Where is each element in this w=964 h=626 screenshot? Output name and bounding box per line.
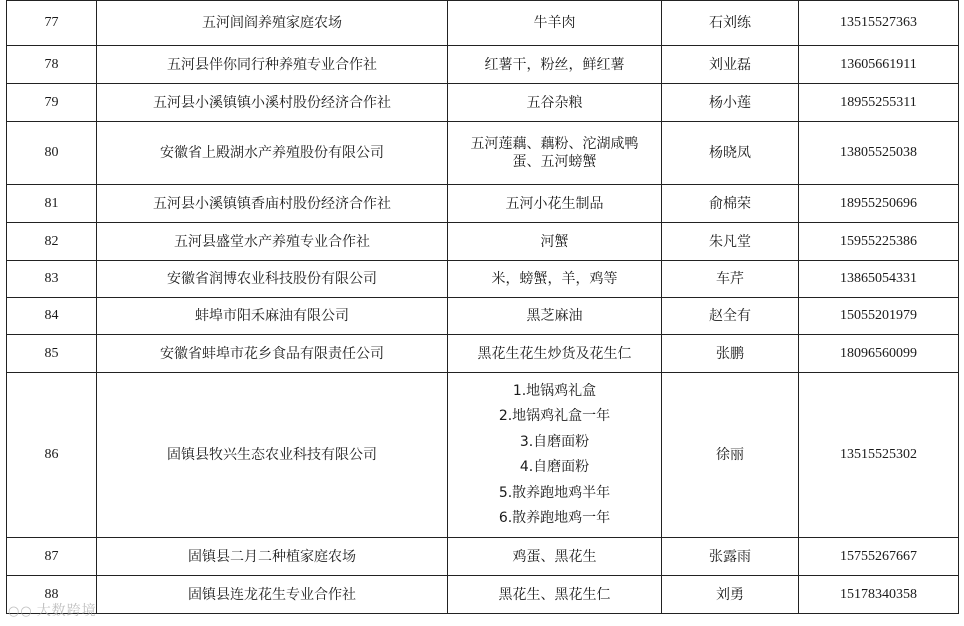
product-line: 6.散养跑地鸡一年 bbox=[498, 510, 611, 526]
phone-number-cell: 15055201979 bbox=[799, 298, 959, 335]
phone-number-cell: 13605661911 bbox=[799, 46, 959, 84]
phone-number-cell: 18955250696 bbox=[799, 185, 959, 223]
contact-name-cell: 车芹 bbox=[662, 261, 799, 298]
product-line: 五河莲藕、藕粉、沱湖咸鸭 bbox=[470, 136, 639, 152]
product-cell bbox=[448, 373, 662, 538]
phone-number-cell: 15178340358 bbox=[799, 576, 959, 614]
phone-number-cell: 18096560099 bbox=[799, 335, 959, 373]
row-number-cell: 86 bbox=[7, 373, 97, 538]
table-row bbox=[7, 373, 959, 538]
company-name-cell: 安徽省蚌埠市花乡食品有限责任公司 bbox=[97, 335, 448, 373]
company-name-cell: 固镇县牧兴生态农业科技有限公司 bbox=[97, 373, 448, 538]
product-line: 3.自磨面粉 bbox=[519, 433, 590, 450]
table-row bbox=[7, 185, 959, 223]
phone-number-cell: 15755267667 bbox=[799, 538, 959, 576]
supplier-table bbox=[6, 0, 959, 614]
contact-name-cell: 赵全有 bbox=[662, 298, 799, 335]
phone-number-cell: 18955255311 bbox=[799, 84, 959, 122]
contact-name-cell: 杨小莲 bbox=[662, 84, 799, 122]
contact-name-cell: 朱凡堂 bbox=[662, 223, 799, 261]
row-number-cell: 79 bbox=[7, 84, 97, 122]
product-line: 蛋、五河螃蟹 bbox=[512, 154, 597, 170]
contact-name-cell: 俞棉荣 bbox=[662, 185, 799, 223]
company-name-cell: 五河县小溪镇镇香庙村股份经济合作社 bbox=[97, 185, 448, 223]
phone-number-cell: 13515527363 bbox=[799, 1, 959, 46]
company-name-cell: 五河县盛堂水产养殖专业合作社 bbox=[97, 223, 448, 261]
table-row bbox=[7, 538, 959, 576]
table-row bbox=[7, 261, 959, 298]
row-number-cell: 78 bbox=[7, 46, 97, 84]
product-cell bbox=[448, 185, 662, 223]
company-name-cell: 固镇县二月二种植家庭农场 bbox=[97, 538, 448, 576]
product-line: 5.散养跑地鸡半年 bbox=[498, 484, 611, 501]
table-row bbox=[7, 298, 959, 335]
product-line: 红薯干，粉丝，鲜红薯 bbox=[484, 56, 625, 73]
row-number-cell: 80 bbox=[7, 122, 97, 185]
row-number-cell: 84 bbox=[7, 298, 97, 335]
product-line: 黑花生花生炒货及花生仁 bbox=[477, 345, 632, 362]
phone-number-cell: 13515525302 bbox=[799, 373, 959, 538]
company-name-cell: 五河闾阎养殖家庭农场 bbox=[97, 1, 448, 46]
company-name-cell: 五河县伴你同行种养殖专业合作社 bbox=[97, 46, 448, 84]
product-cell bbox=[448, 46, 662, 84]
company-name-cell: 安徽省上殿湖水产养殖股份有限公司 bbox=[97, 122, 448, 185]
product-cell bbox=[448, 538, 662, 576]
cloud-logo-icon: ○○ bbox=[8, 604, 33, 619]
row-number-cell: 82 bbox=[7, 223, 97, 261]
table-row bbox=[7, 576, 959, 614]
product-line: 米，螃蟹，羊，鸡等 bbox=[491, 271, 618, 287]
product-line: 黑芝麻油 bbox=[526, 308, 583, 324]
row-number-cell: 87 bbox=[7, 538, 97, 576]
contact-name-cell: 石刘练 bbox=[662, 1, 799, 46]
company-name-cell: 安徽省润博农业科技股份有限公司 bbox=[97, 261, 448, 298]
contact-name-cell: 刘业磊 bbox=[662, 46, 799, 84]
company-name-cell: 蚌埠市阳禾麻油有限公司 bbox=[97, 298, 448, 335]
phone-number-cell: 15955225386 bbox=[799, 223, 959, 261]
table-row bbox=[7, 122, 959, 185]
product-line: 2.地锅鸡礼盒一年 bbox=[498, 408, 611, 424]
contact-name-cell: 张鹏 bbox=[662, 335, 799, 373]
product-cell bbox=[448, 84, 662, 122]
contact-name-cell: 张露雨 bbox=[662, 538, 799, 576]
company-name-cell: 五河县小溪镇镇小溪村股份经济合作社 bbox=[97, 84, 448, 122]
watermark bbox=[8, 600, 97, 620]
product-cell bbox=[448, 223, 662, 261]
table-row bbox=[7, 46, 959, 84]
product-cell bbox=[448, 576, 662, 614]
row-number-cell: 77 bbox=[7, 1, 97, 46]
contact-name-cell: 徐丽 bbox=[662, 373, 799, 538]
product-cell bbox=[448, 1, 662, 46]
product-cell bbox=[448, 261, 662, 298]
product-cell bbox=[448, 122, 662, 185]
row-number-cell: 83 bbox=[7, 261, 97, 298]
contact-name-cell: 刘勇 bbox=[662, 576, 799, 614]
product-line: 五谷杂粮 bbox=[526, 94, 583, 111]
row-number-cell: 85 bbox=[7, 335, 97, 373]
product-line: 河蟹 bbox=[540, 233, 569, 250]
product-line: 黑花生、黑花生仁 bbox=[498, 586, 611, 603]
table-row bbox=[7, 1, 959, 46]
table-row bbox=[7, 335, 959, 373]
phone-number-cell: 13805525038 bbox=[799, 122, 959, 185]
product-line: 1.地锅鸡礼盒 bbox=[512, 382, 597, 399]
table-row bbox=[7, 84, 959, 122]
company-name-cell: 固镇县连龙花生专业合作社 bbox=[97, 576, 448, 614]
product-line: 牛羊肉 bbox=[533, 15, 576, 31]
table-body bbox=[7, 1, 959, 614]
product-line: 五河小花生制品 bbox=[505, 195, 604, 212]
phone-number-cell: 13865054331 bbox=[799, 261, 959, 298]
product-cell bbox=[448, 335, 662, 373]
product-line: 4.自磨面粉 bbox=[519, 459, 590, 475]
table-row bbox=[7, 223, 959, 261]
contact-name-cell: 杨晓凤 bbox=[662, 122, 799, 185]
row-number-cell: 88 bbox=[7, 576, 97, 614]
watermark-text: 大数跨境 bbox=[36, 603, 97, 619]
row-number-cell: 81 bbox=[7, 185, 97, 223]
product-cell bbox=[448, 298, 662, 335]
product-line: 鸡蛋、黑花生 bbox=[512, 548, 597, 565]
